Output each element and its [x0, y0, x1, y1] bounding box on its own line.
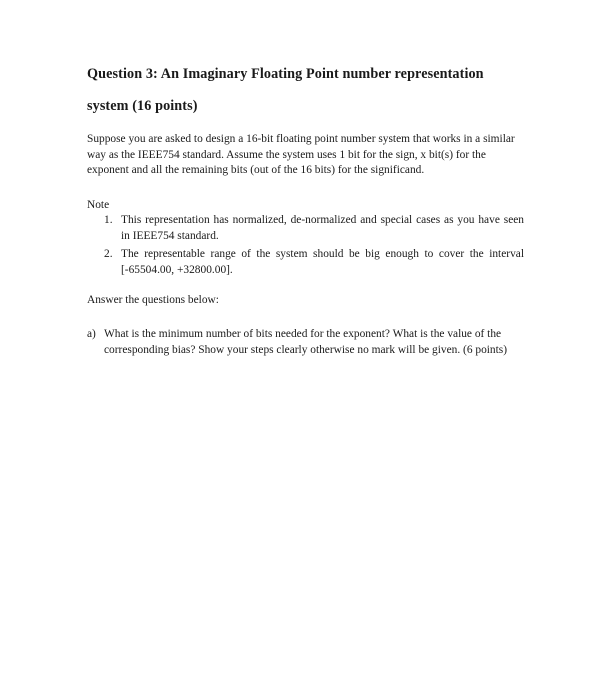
list-item-text: The representable range of the system should be big enough to cover the interval [-65504.00, +32800.00]. — [121, 248, 524, 276]
question-title-line-2: system (16 points) — [87, 98, 198, 114]
list-item-number: 2. — [104, 248, 113, 261]
answer-prompt: Answer the questions below: — [87, 294, 219, 306]
note-label: Note — [87, 199, 110, 211]
question-part-a — [87, 327, 527, 358]
question-intro: Suppose you are asked to design a 16-bit floating point number system that works in a similar way as the IEEE754 standard. Assume the system uses 1 bit for the sign, x bit(s) for the exponent and all the remaining bits (out of the 16 bits) for the significand. — [87, 133, 515, 177]
list-item — [104, 213, 524, 244]
question-title-line-1: Question 3: An Imaginary Floating Point number representation — [87, 66, 484, 82]
part-a-label: a) — [87, 328, 96, 340]
list-item-text: This representation has normalized, de-normalized and special cases as you have seen in IEEE754 standard. — [121, 214, 524, 242]
note-list — [104, 213, 524, 281]
part-a-text: What is the minimum number of bits needed for the exponent? What is the value of the corresponding bias? Show your steps clearly otherwise no mark will be given. (6 points) — [104, 328, 508, 356]
list-item-number: 1. — [104, 214, 113, 226]
list-item — [104, 247, 524, 278]
